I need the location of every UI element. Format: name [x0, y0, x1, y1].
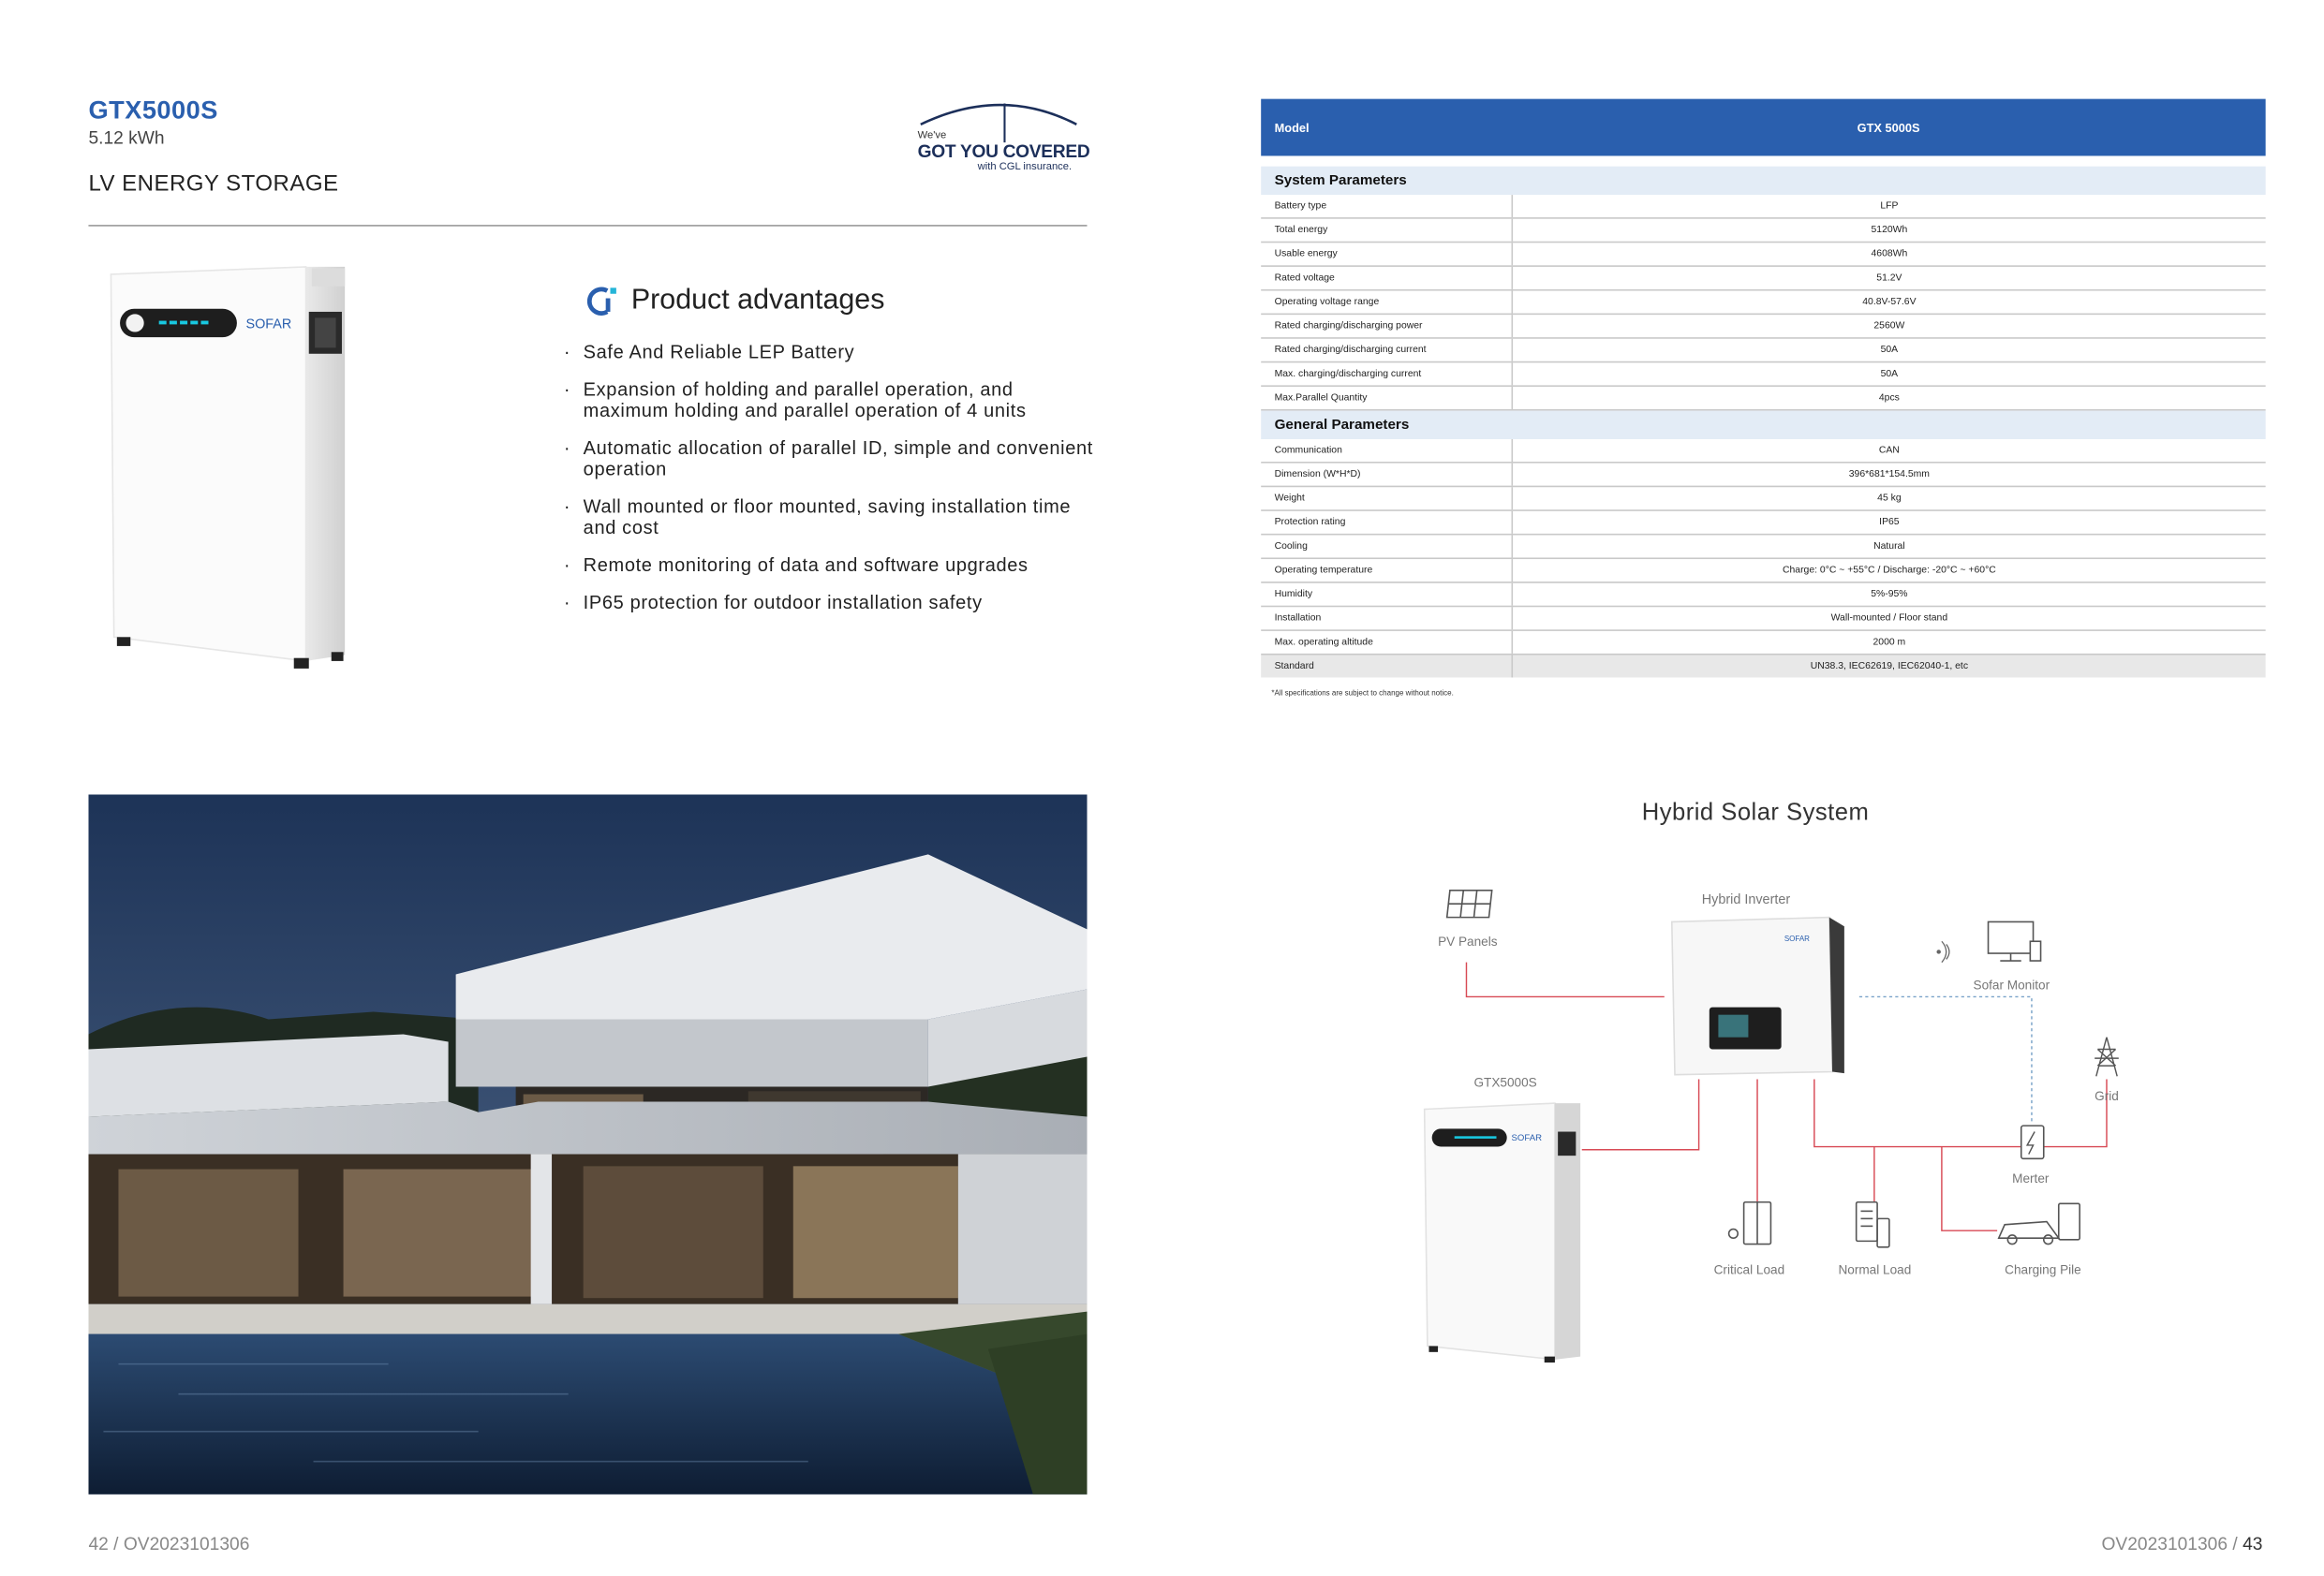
table-row — [1261, 387, 2265, 411]
table-row — [1261, 439, 2265, 464]
spec-key: Total energy — [1261, 219, 1513, 242]
advantages-title: Product advantages — [630, 285, 885, 317]
spec-value: Natural — [1873, 540, 1905, 552]
table-row — [1261, 559, 2265, 583]
table-row — [1261, 291, 2265, 316]
inverter-label: Hybrid Inverter — [1701, 892, 1791, 908]
page-footer-left: 42 / OV2023101306 — [88, 1533, 250, 1554]
product-title: GTX5000S — [88, 96, 218, 125]
battery-label: GTX5000S — [1473, 1075, 1537, 1090]
spec-value: UN38.3, IEC62619, IEC62040-1, etc — [1810, 660, 1969, 672]
spec-value: 2560W — [1873, 320, 1905, 331]
table-row — [1261, 487, 2265, 511]
table-row — [1261, 315, 2265, 339]
spec-key: Usable energy — [1261, 243, 1513, 265]
spec-key: Cooling — [1261, 535, 1513, 557]
table-header: Model GTX 5000S — [1261, 99, 2265, 156]
battery-diagram-image — [1425, 1103, 1580, 1362]
spec-value: 45 kg — [1877, 493, 1902, 504]
meter-label: Merter — [2012, 1171, 2050, 1186]
monitor-label: Sofar Monitor — [1973, 978, 2050, 993]
advantages-heading — [585, 285, 884, 317]
advantages-list — [564, 342, 1103, 629]
list-item: · IP65 protection for outdoor installation safety — [563, 592, 983, 613]
cgl-insurance-logo: We've GOT YOU COVERED with CGL insurance. — [911, 97, 1091, 180]
spec-key: Max.Parallel Quantity — [1261, 387, 1513, 409]
fridge-icon — [1729, 1202, 1771, 1245]
spec-value: Wall-mounted / Floor stand — [1830, 612, 1948, 624]
normal-load-icon — [1857, 1202, 1889, 1247]
table-row — [1261, 607, 2265, 631]
page-footer-right: OV2023101306 / 43 — [2101, 1533, 2263, 1554]
hybrid-system-diagram — [1410, 869, 2144, 1378]
table-row — [1261, 655, 2265, 678]
table-row — [1261, 511, 2265, 536]
table-row — [1261, 195, 2265, 219]
list-item: · Wall mounted or floor mounted, saving installation time and cost — [563, 495, 1072, 538]
list-item: · Safe And Reliable LEP Battery — [563, 341, 855, 363]
spec-key: Operating temperature — [1261, 559, 1513, 582]
spec-key: Max. operating altitude — [1261, 631, 1513, 654]
solar-panel-icon — [1447, 891, 1492, 918]
spec-key: Humidity — [1261, 583, 1513, 606]
table-row — [1261, 219, 2265, 243]
svg-text:SOFAR: SOFAR — [1784, 935, 1810, 944]
spec-key: Standard — [1261, 655, 1513, 678]
spec-key: Rated charging/discharging current — [1261, 339, 1513, 361]
charging-pile-label: Charging Pile — [2005, 1262, 2081, 1277]
spec-note: *All specifications are subject to change without notice. — [1271, 689, 1454, 699]
ev-charger-icon — [1999, 1203, 2080, 1244]
spec-key: Battery type — [1261, 195, 1513, 217]
system-parameters-heading: System Parameters — [1261, 167, 2265, 195]
table-row — [1261, 583, 2265, 608]
spec-key: Weight — [1261, 487, 1513, 509]
list-item: · Automatic allocation of parallel ID, simple and convenient operation — [563, 437, 1093, 480]
diagram-title: Hybrid Solar System — [1641, 800, 1870, 826]
spec-value: 5%-95% — [1871, 589, 1908, 600]
spec-key: Dimension (W*H*D) — [1261, 464, 1513, 486]
spec-key: Installation — [1261, 607, 1513, 629]
pv-label: PV Panels — [1438, 935, 1498, 950]
product-category: LV ENERGY STORAGE — [88, 170, 339, 197]
product-capacity: 5.12 kWh — [88, 127, 165, 149]
table-row — [1261, 243, 2265, 267]
spec-key: Max. charging/discharging current — [1261, 362, 1513, 385]
table-row — [1261, 339, 2265, 363]
spec-value: CAN — [1878, 445, 1900, 456]
table-row — [1261, 362, 2265, 387]
spec-value: 4pcs — [1878, 392, 1900, 404]
monitor-icon — [1989, 921, 2041, 961]
spec-value: LFP — [1880, 200, 1899, 212]
list-item: · Remote monitoring of data and software upgrades — [563, 554, 1029, 576]
spec-key: Communication — [1261, 439, 1513, 462]
table-row — [1261, 631, 2265, 655]
svg-text:SOFAR: SOFAR — [245, 317, 292, 332]
spec-value: 50A — [1880, 368, 1899, 379]
spec-value: 396*681*154.5mm — [1848, 469, 1930, 480]
spec-table — [1261, 99, 2265, 678]
spec-value: 40.8V-57.6V — [1862, 296, 1917, 308]
spec-value: 51.2V — [1876, 272, 1902, 284]
spec-value: 5120Wh — [1871, 225, 1908, 236]
critical-load-label: Critical Load — [1713, 1262, 1785, 1277]
wifi-icon — [1937, 941, 1949, 962]
header-divider — [88, 225, 1087, 227]
spec-value: Charge: 0°C ~ +55°C / Discharge: -20°C ~ +60°C — [1783, 565, 1996, 576]
meter-icon — [2021, 1126, 2044, 1158]
general-parameters-heading: General Parameters — [1261, 411, 2265, 439]
grid-label: Grid — [2095, 1088, 2119, 1103]
spec-value: 4608Wh — [1871, 248, 1908, 259]
svg-text:SOFAR: SOFAR — [1511, 1133, 1543, 1144]
table-row — [1261, 464, 2265, 488]
spec-key: Operating voltage range — [1261, 291, 1513, 314]
spec-value: 50A — [1880, 345, 1899, 356]
battery-product-image — [105, 262, 360, 674]
advantage-logo-icon — [585, 285, 617, 317]
spec-key: Protection rating — [1261, 511, 1513, 534]
grid-tower-icon — [2095, 1038, 2119, 1077]
table-row — [1261, 535, 2265, 559]
table-row — [1261, 267, 2265, 291]
spec-key: Rated charging/discharging power — [1261, 315, 1513, 337]
spec-value: 2000 m — [1873, 637, 1906, 648]
spec-key: Rated voltage — [1261, 267, 1513, 289]
normal-load-label: Normal Load — [1838, 1262, 1912, 1277]
list-item: · Expansion of holding and parallel operation, and maximum holding and parallel operation of 4 units — [563, 378, 1027, 421]
data-connections — [1859, 996, 2032, 1124]
inverter-image — [1672, 918, 1844, 1075]
house-photo — [88, 794, 1087, 1495]
spec-value: IP65 — [1879, 517, 1900, 528]
